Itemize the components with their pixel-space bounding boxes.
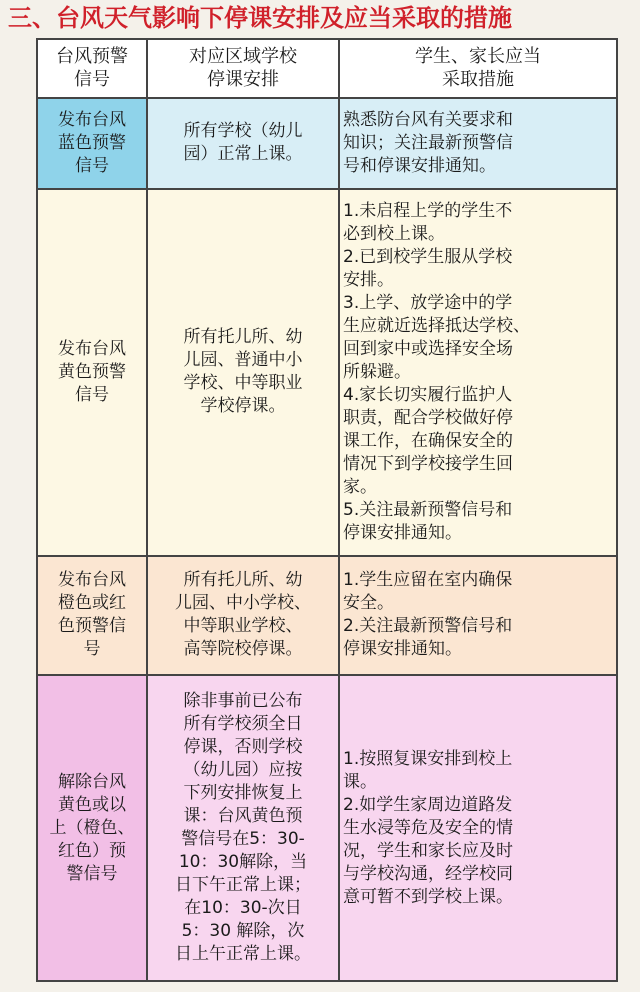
measures-cell xyxy=(339,675,617,981)
signal-cell xyxy=(37,189,147,556)
cell-line: 1.学生应留在室内确保 xyxy=(343,570,513,591)
cell-line: 所有托儿所、幼 xyxy=(183,327,303,348)
cell-line: 高等院校停课。 xyxy=(183,639,303,660)
cell-line: 采取措施 xyxy=(442,69,514,91)
cell-line: 停课安排通知。 xyxy=(343,639,462,660)
cell-line: 黄色预警 xyxy=(58,361,126,382)
cell-line: 课：台风黄色预 xyxy=(183,806,303,827)
cell-line: 上（橙色、 xyxy=(49,817,135,838)
schools-cell xyxy=(147,556,339,676)
cell-line: 课。 xyxy=(343,771,377,792)
cell-line: 职责，配合学校做好停 xyxy=(343,407,513,428)
header-schools xyxy=(147,39,339,98)
schools-cell xyxy=(147,189,339,556)
cell-line: 情况下到学校接学生回 xyxy=(343,453,513,474)
table-row-orange-red xyxy=(37,556,617,676)
signal-cell xyxy=(37,98,147,189)
cell-line: 学校停课。 xyxy=(200,396,286,417)
cell-line: 园）正常上课。 xyxy=(183,144,303,165)
cell-line: 4.家长切实履行监护人 xyxy=(343,384,513,405)
cell-line: 生水浸等危及安全的情 xyxy=(343,817,513,838)
cell-line: 5：30 解除，次 xyxy=(181,921,305,942)
cell-line: 警信号 xyxy=(66,863,118,884)
table-row-blue xyxy=(37,98,617,189)
cell-line: 必到校上课。 xyxy=(343,223,445,244)
cell-line: 发布台风 xyxy=(58,109,126,130)
schools-cell xyxy=(147,675,339,981)
cell-line: 台风预警 xyxy=(56,46,128,68)
cell-line: 儿园、普通中小 xyxy=(183,350,303,371)
cell-line: 3.上学、放学途中的学 xyxy=(343,292,513,313)
header-measures xyxy=(339,39,617,98)
cell-line: 在10：30-次日 xyxy=(184,898,302,919)
cell-line: 10：30解除，当 xyxy=(178,852,308,873)
header-signal xyxy=(37,39,147,98)
cell-line: 1.未启程上学的学生不 xyxy=(343,200,513,221)
signal-cell xyxy=(37,675,147,981)
cell-line: 蓝色预警 xyxy=(58,132,126,153)
cell-line: 意可暂不到学校上课。 xyxy=(343,886,513,907)
cell-line: 解除台风 xyxy=(58,771,126,792)
cell-line: 与学校沟通，经学校同 xyxy=(343,863,513,884)
cell-line: 家。 xyxy=(343,476,377,497)
cell-line: 儿园、中小学校、 xyxy=(175,593,311,614)
cell-line: 熟悉防台风有关要求和 xyxy=(343,109,513,130)
cell-line: 学校、中等职业 xyxy=(183,373,303,394)
cell-line: 信号 xyxy=(74,69,110,91)
cell-line: 2.如学生家周边道路发 xyxy=(343,794,513,815)
measures-cell xyxy=(339,189,617,556)
cell-line: 红色）预 xyxy=(58,840,126,861)
cell-line: 生应就近选择抵达学校、 xyxy=(343,315,530,336)
cell-line: 信号 xyxy=(75,384,109,405)
cell-line: 所有托儿所、幼 xyxy=(183,570,303,591)
cell-line: 所有学校（幼儿 xyxy=(183,121,303,142)
cell-line: 安全。 xyxy=(343,593,394,614)
cell-line: 日下午正常上课； xyxy=(175,875,311,896)
cell-line: 回到家中或选择安全场 xyxy=(343,338,513,359)
cell-line: 号和停课安排通知。 xyxy=(343,155,496,176)
cell-line: 日上午正常上课。 xyxy=(175,944,311,965)
cell-line: 1.按照复课安排到校上 xyxy=(343,748,513,769)
cell-line: 对应区域学校 xyxy=(189,46,297,68)
cell-line: 下列安排恢复上 xyxy=(183,783,303,804)
measures-cell xyxy=(339,98,617,189)
cell-line: 发布台风 xyxy=(58,338,126,359)
cell-line: 警信号在5：30- xyxy=(181,829,305,850)
table-header-row xyxy=(37,39,617,98)
typhoon-schedule-table xyxy=(36,38,618,982)
cell-line: 橙色或红 xyxy=(58,593,126,614)
signal-cell xyxy=(37,556,147,676)
cell-line: 2.关注最新预警信号和 xyxy=(343,616,513,637)
cell-line: 所有学校须全日 xyxy=(183,714,303,735)
cell-line: 色预警信 xyxy=(58,616,126,637)
cell-line: 所躲避。 xyxy=(343,361,411,382)
cell-line: 停课安排 xyxy=(207,69,279,91)
cell-line: 学生、家长应当 xyxy=(415,46,541,68)
cell-line: 停课安排通知。 xyxy=(343,522,462,543)
cell-line: 停课，否则学校 xyxy=(183,737,303,758)
cell-line: 黄色或以 xyxy=(58,794,126,815)
schools-cell xyxy=(147,98,339,189)
cell-line: 除非事前已公布 xyxy=(183,691,303,712)
cell-line: 5.关注最新预警信号和 xyxy=(343,499,513,520)
cell-line: （幼儿园）应按 xyxy=(183,760,303,781)
cell-line: 安排。 xyxy=(343,269,394,290)
table-row-yellow xyxy=(37,189,617,556)
cell-line: 况，学生和家长应及时 xyxy=(343,840,513,861)
measures-cell xyxy=(339,556,617,676)
cell-line: 信号 xyxy=(75,155,109,176)
cell-line: 发布台风 xyxy=(58,570,126,591)
cell-line: 2.已到校学生服从学校 xyxy=(343,246,513,267)
page-title: 三、台风天气影响下停课安排及应当采取的措施 xyxy=(8,4,512,32)
cell-line: 号 xyxy=(83,639,101,660)
cell-line: 知识；关注最新预警信 xyxy=(343,132,513,153)
cell-line: 课工作，在确保安全的 xyxy=(343,430,513,451)
cell-line: 中等职业学校、 xyxy=(183,616,303,637)
table-row-lifted xyxy=(37,675,617,981)
